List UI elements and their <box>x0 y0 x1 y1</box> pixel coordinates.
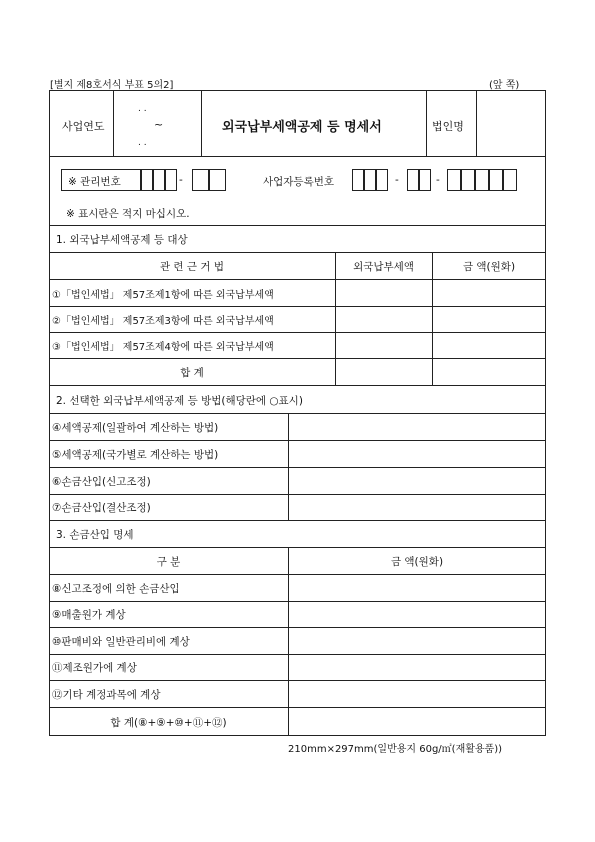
basis-row-3: ③「법인세법」 제57조제4항에 따른 외국납부세액 <box>52 342 274 353</box>
biz-reg-cell[interactable] <box>364 169 376 191</box>
expense-row-11: ⑪제조원가에 계상 <box>52 662 137 674</box>
expense-amount-9[interactable] <box>289 602 545 626</box>
col-amount-header-2: 금 액(원화) <box>390 556 444 568</box>
fiscal-year-start[interactable]: . . <box>138 104 147 114</box>
biz-reg-cell[interactable] <box>352 169 364 191</box>
biz-reg-cell[interactable] <box>447 169 461 191</box>
foreign-tax-input-1[interactable] <box>336 280 431 305</box>
biz-reg-cell[interactable] <box>503 169 517 191</box>
method-row-6: ⑥손금산입(신고조정) <box>52 476 151 488</box>
expense-amount-8[interactable] <box>289 575 545 600</box>
mgmt-number-label: ※ 관리번호 <box>68 176 121 188</box>
method-row-4: ④세액공제(일괄하여 계산하는 방법) <box>52 422 219 434</box>
amount-total[interactable] <box>433 359 545 384</box>
biz-reg-label: 사업자등록번호 <box>263 176 335 188</box>
method-select-5[interactable] <box>289 441 545 466</box>
page-title: 외국납부세액공제 등 명세서 <box>222 120 382 135</box>
fiscal-year-label: 사업연도 <box>62 120 105 133</box>
foreign-tax-input-2[interactable] <box>336 307 431 331</box>
section2-title: 2. 선택한 외국납부세액공제 등 방법(해당란에 ○표시) <box>56 395 303 407</box>
biz-reg-cell[interactable] <box>489 169 503 191</box>
basis-row-1: ①「법인세법」 제57조제1항에 따른 외국납부세액 <box>52 290 274 301</box>
mgmt-number-cell[interactable] <box>165 169 177 191</box>
expense-amount-total[interactable] <box>289 708 545 735</box>
expense-row-9: ⑨매출원가 계상 <box>52 609 126 621</box>
method-row-5: ⑤세액공제(국가별로 계산하는 방법) <box>52 449 219 461</box>
paper-spec-footer: 210mm×297mm(일반용지 60g/㎡(재활용품)) <box>288 744 503 755</box>
basis-row-2: ②「법인세법」 제57조제3항에 따른 외국납부세액 <box>52 316 274 327</box>
col-foreign-tax-header: 외국납부세액 <box>353 261 414 273</box>
col-category-header: 구 분 <box>156 556 181 568</box>
mgmt-number-cell[interactable] <box>209 169 226 191</box>
amount-input-1[interactable] <box>433 280 545 305</box>
mgmt-number-cell[interactable] <box>153 169 165 191</box>
method-select-6[interactable] <box>289 468 545 493</box>
biz-reg-cell[interactable] <box>376 169 388 191</box>
biz-reg-cell[interactable] <box>461 169 475 191</box>
section1-total-label: 합 계 <box>180 367 204 379</box>
biz-reg-dash: - <box>436 174 440 186</box>
form-label: [별지 제8호서식 부표 5의2] <box>50 80 174 91</box>
expense-row-12: ⑫기타 계정과목에 계상 <box>52 689 161 701</box>
foreign-tax-input-3[interactable] <box>336 333 431 357</box>
biz-reg-dash: - <box>395 174 399 186</box>
biz-reg-cell[interactable] <box>407 169 419 191</box>
expense-row-8: ⑧신고조정에 의한 손금산입 <box>52 583 180 595</box>
expense-amount-11[interactable] <box>289 655 545 679</box>
mgmt-number-cell[interactable] <box>141 169 153 191</box>
method-select-4[interactable] <box>289 414 545 439</box>
col-amount-header: 금 액(원화) <box>462 261 516 273</box>
method-select-7[interactable] <box>289 495 545 519</box>
col-basis-header: 관 련 근 거 법 <box>159 261 225 273</box>
fiscal-year-end[interactable]: . . <box>138 138 147 148</box>
section3-title: 3. 손금산입 명세 <box>56 529 134 541</box>
mgmt-number-cell[interactable] <box>192 169 209 191</box>
id-note: ※ 표시란은 적지 마십시오. <box>66 208 190 220</box>
foreign-tax-total[interactable] <box>336 359 431 384</box>
expense-amount-12[interactable] <box>289 681 545 706</box>
biz-reg-cell[interactable] <box>419 169 431 191</box>
mgmt-number-dash: - <box>179 174 183 186</box>
fiscal-year-tilde: ~ <box>154 118 164 131</box>
section1-title: 1. 외국납부세액공제 등 대상 <box>56 234 188 246</box>
expense-amount-10[interactable] <box>289 628 545 653</box>
expense-row-10: ⑩판매비와 일반관리비에 계상 <box>52 636 190 648</box>
corp-name-label: 법인명 <box>432 120 464 133</box>
amount-input-3[interactable] <box>433 333 545 357</box>
biz-reg-cell[interactable] <box>475 169 489 191</box>
section3-total-label: 합 계(⑧+⑨+⑩+⑪+⑫) <box>110 717 227 729</box>
amount-input-2[interactable] <box>433 307 545 331</box>
page-side-label: (앞 쪽) <box>489 80 520 91</box>
method-row-7: ⑦손금산입(결산조정) <box>52 502 151 514</box>
corp-name-field[interactable] <box>477 91 545 155</box>
